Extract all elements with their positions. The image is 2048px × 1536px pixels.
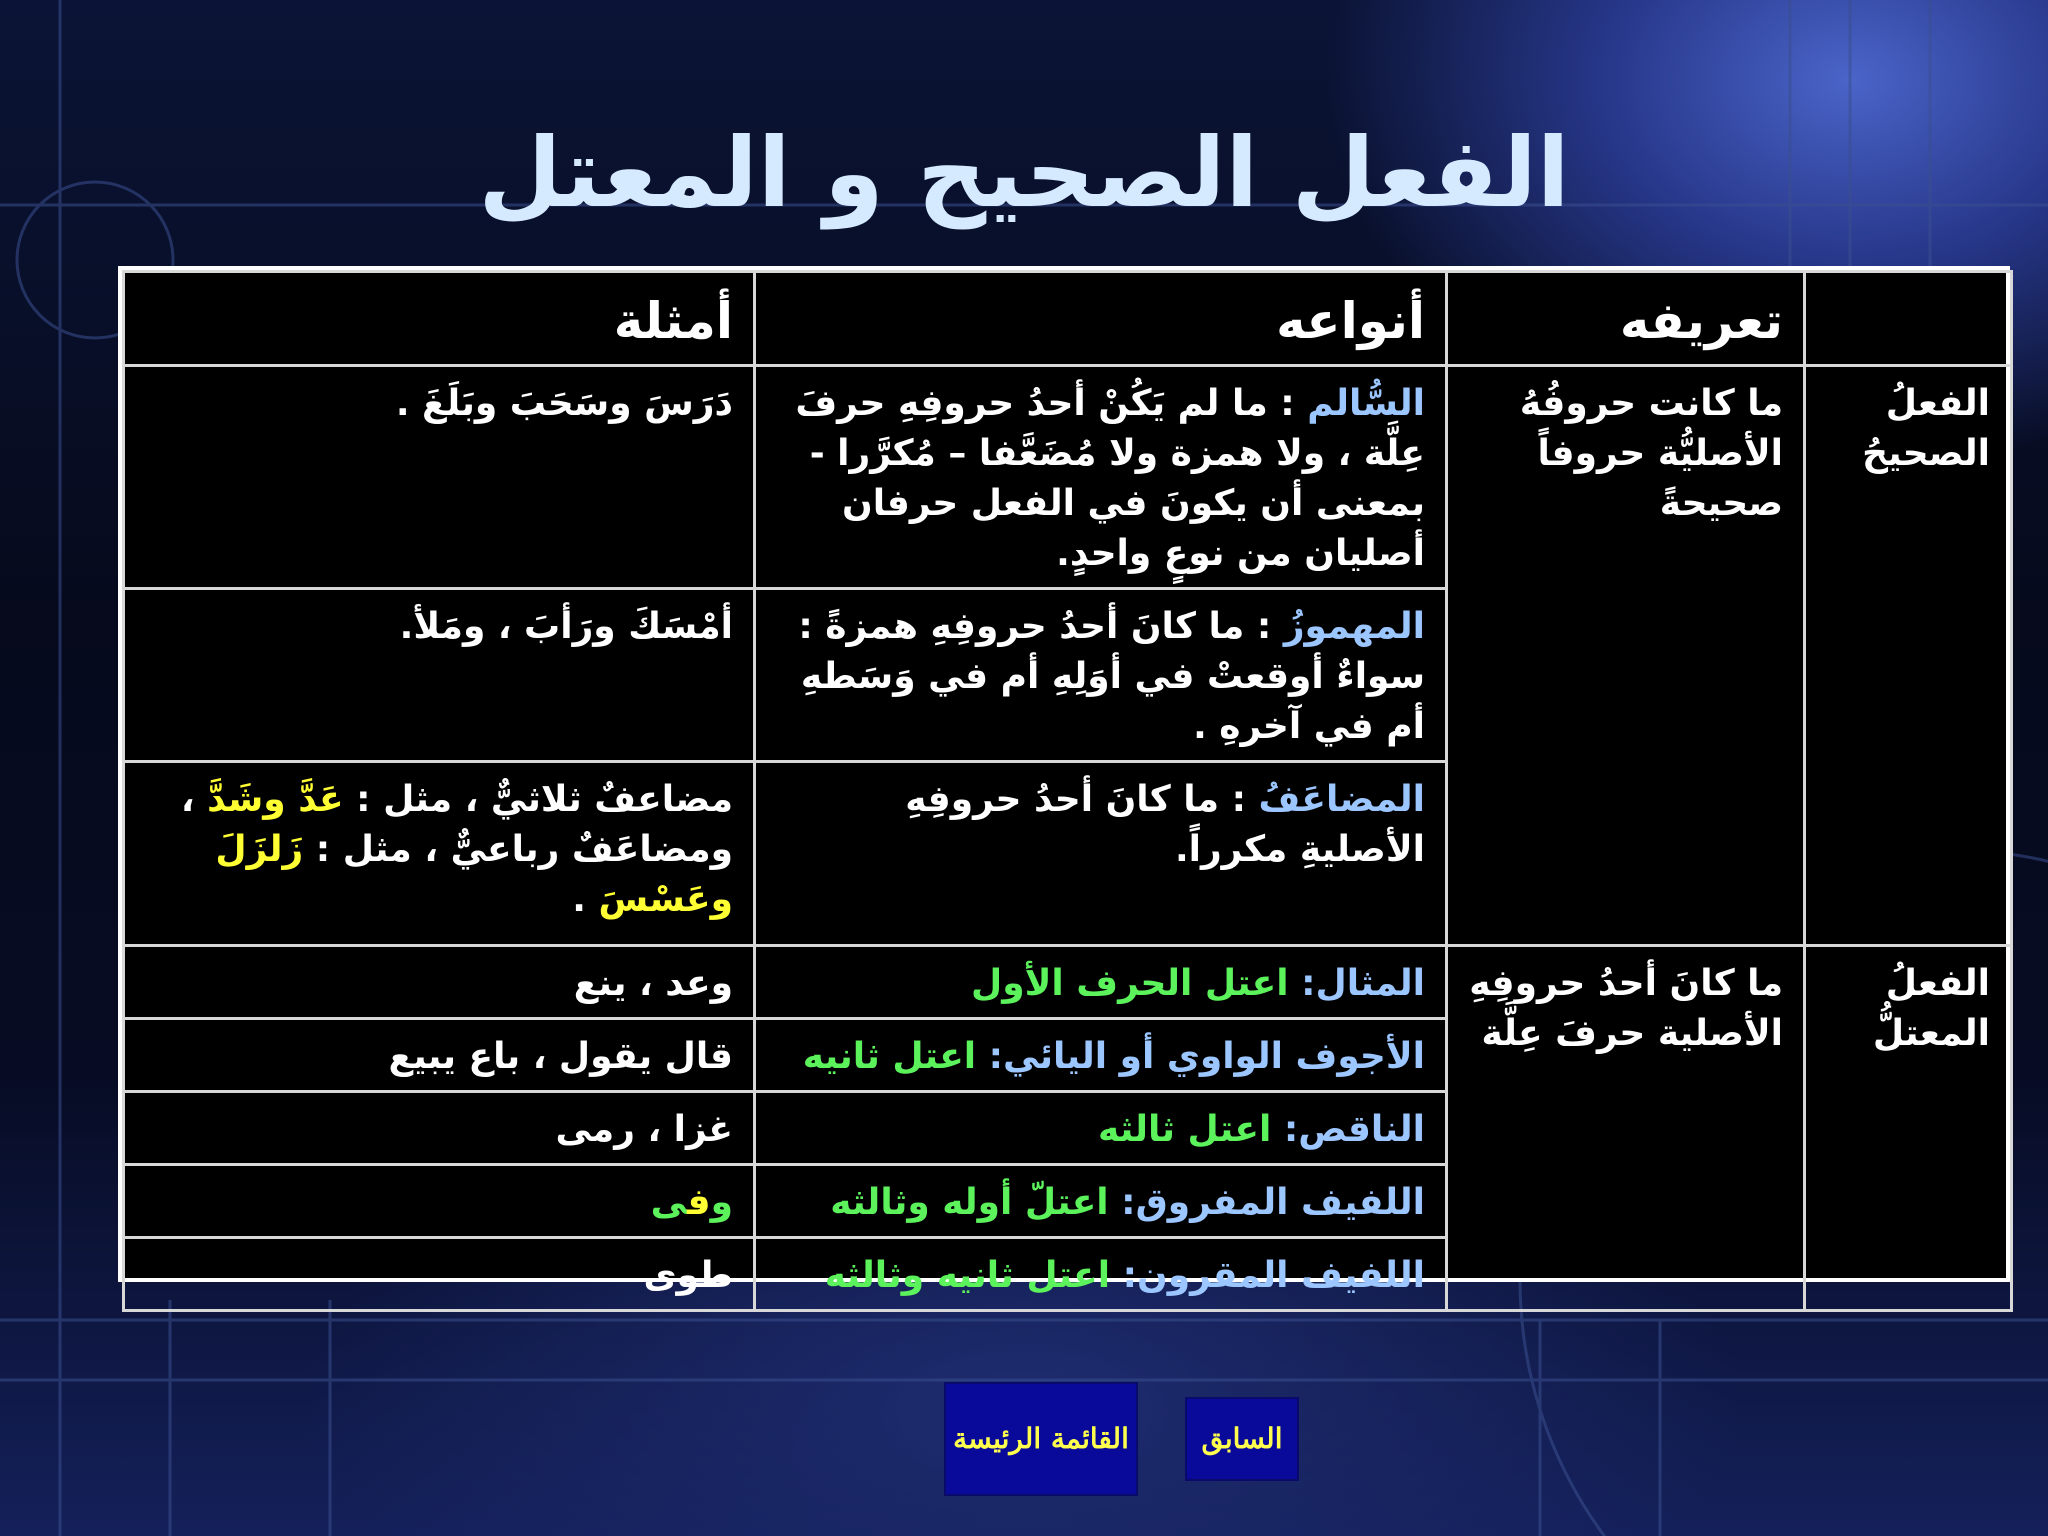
type-name: اللفيف المفروق: [1121, 1182, 1425, 1223]
example-cell [124, 1165, 755, 1238]
example-cell: طوى [124, 1238, 755, 1311]
table-row [124, 366, 2012, 589]
example-cell: أمْسَكَ ورَأبَ ، ومَلأ. [124, 589, 755, 762]
example-cell [124, 762, 755, 946]
type-cell [755, 762, 1447, 946]
type-cell [755, 589, 1447, 762]
example-text: . [572, 879, 599, 920]
type-rule: اعتل الحرف الأول [971, 963, 1302, 1004]
example-text: ، ومضاعَفٌ رباعيٌّ ، مثل : [180, 779, 733, 870]
grammar-table [118, 266, 2010, 1296]
header-category [1805, 272, 2012, 366]
type-name: الناقص: [1283, 1109, 1425, 1150]
type-cell [755, 1165, 1447, 1238]
example-letter: ف [687, 1182, 711, 1223]
type-name: المضاعَفُ [1258, 779, 1425, 820]
example-cell: وعد ، ينع [124, 946, 755, 1019]
header-definition: تعريفه [1447, 272, 1805, 366]
main-menu-button[interactable]: القائمة الرئيسة [944, 1382, 1138, 1496]
header-types: أنواعه [755, 272, 1447, 366]
slide-title: الفعل الصحيح و المعتل [478, 117, 1570, 229]
type-description: : ما لم يَكُنْ أحدُ حروفِهِ حرفَ عِلَّة ، ولا همزة ولا مُضَعَّفا – مُكرَّرا - بمعنى أن يكونَ في الفعل حرفان أصليان من نوعٍ واحدٍ. [795, 383, 1425, 574]
type-cell [755, 946, 1447, 1019]
type-name: الأجوف الواوي أو اليائي: [988, 1036, 1425, 1077]
type-description: : ما كانَ أحدُ حروفِهِ الأصليةِ مكرراً. [905, 779, 1425, 870]
header-examples: أمثلة [124, 272, 755, 366]
type-rule: اعتل ثانيه [802, 1036, 989, 1077]
example-highlight: عَدَّ وشَدَّ [207, 779, 344, 820]
definition-sahih: ما كانت حروفُهُ الأصليُّة حروفاً صحيحةً [1447, 366, 1805, 946]
type-name: المهموزُ [1283, 606, 1425, 647]
example-cell: غزا ، رمى [124, 1092, 755, 1165]
type-cell [755, 1238, 1447, 1311]
example-letter: و [710, 1182, 733, 1223]
example-cell: قال يقول ، باع يبيع [124, 1019, 755, 1092]
table-header-row [124, 272, 2012, 366]
type-rule: اعتلّ أوله وثالثه [830, 1182, 1122, 1223]
type-cell [755, 1019, 1447, 1092]
type-name: السُّالم [1307, 383, 1425, 424]
type-cell [755, 366, 1447, 589]
example-highlight: زَلزَلَ وعَسْسَ [215, 829, 733, 920]
type-name: اللفيف المقرون: [1122, 1255, 1425, 1296]
type-name: المثال: [1301, 963, 1425, 1004]
type-description: : ما كانَ أحدُ حروفِهِ همزةً : سواءٌ أوقعتْ في أوَلِهِ أم في وَسَطهِ أم في آخرهِ . [798, 606, 1425, 747]
type-rule: اعتل ثانيه وثالثه [824, 1255, 1123, 1296]
category-mutal: الفعلُ المعتلُّ [1805, 946, 2012, 1311]
example-letter: ى [650, 1182, 688, 1223]
table-row [124, 946, 2012, 1019]
category-sahih: الفعلُ الصحيحُ [1805, 366, 2012, 946]
definition-mutal: ما كانَ أحدُ حروفِهِ الأصلية حرفَ عِلَّة [1447, 946, 1805, 1311]
type-cell [755, 1092, 1447, 1165]
type-rule: اعتل ثالثه [1097, 1109, 1284, 1150]
example-cell: دَرَسَ وسَحَبَ وبَلَغَ . [124, 366, 755, 589]
example-text: مضاعفٌ ثلاثيٌّ ، مثل : [343, 779, 733, 820]
previous-button[interactable]: السابق [1185, 1397, 1299, 1481]
